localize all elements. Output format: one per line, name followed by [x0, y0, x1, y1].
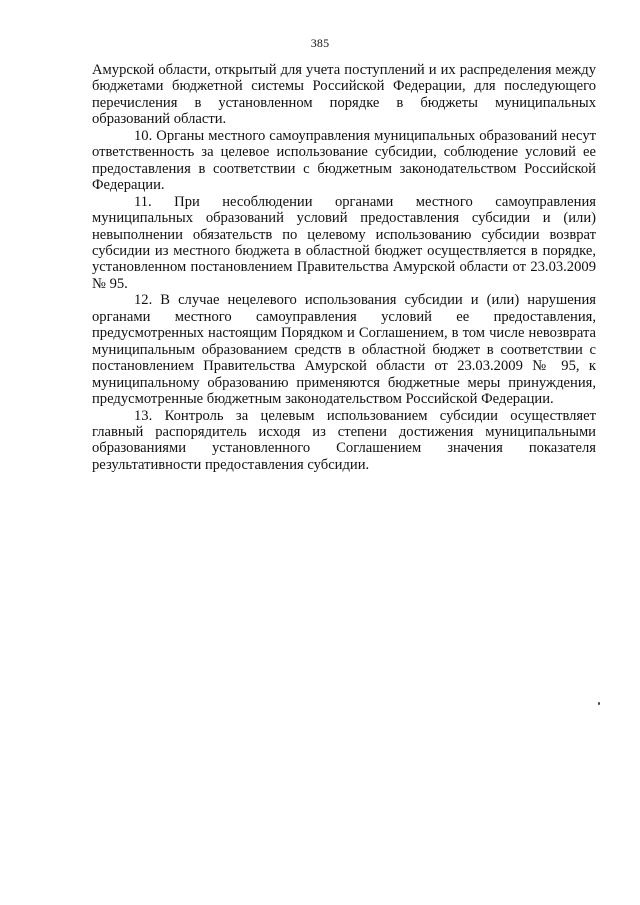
paragraph-item-10: 10. Органы местного самоуправления муниципальных образований несут ответственность за целевое использование субсидии, соблюдение условий ее предоставления в соответствии с бюджетным законодательством Российской Федерации.	[92, 127, 596, 194]
paragraph-item-13: 13. Контроль за целевым использованием субсидии осуществляет главный распорядитель исходя из степени достижения муниципальными образованиями установленного Соглашением значения показателя результативности предоставления субсидии.	[92, 407, 596, 473]
paragraph-item-12: 12. В случае нецелевого использования субсидии и (или) нарушения органами местного самоуправления условий ее предоставления, предусмотренных настоящим Порядком и Соглашением, в том числе невозврата муниципальным образованием средств в областной бюджет в соответствии с постановлением Правительства Амурской области от 23.03.2009 № 95, к муниципальному образованию применяются бюджетные меры принуждения, предусмотренные бюджетным законодательством Российской Федерации.	[92, 292, 596, 408]
paragraph-continuation: Амурской области, открытый для учета поступлений и их распределения между бюджетами бюджетной системы Российской Федерации, для последующего перечисления в установленном порядке в бюджеты муниципальных образований области.	[92, 62, 596, 128]
paragraph-item-11: 11. При несоблюдении органами местного самоуправления муниципальных образований условий предоставления субсидии и (или) невыполнении обязательств по целевому использованию субсидии возврат субсидии из местного бюджета в областной бюджет осуществляется в порядке, установленном постановлением Правительства Амурской области от 23.03.2009 № 95.	[92, 193, 596, 292]
page-number: 385	[310, 36, 330, 50]
document-body	[92, 62, 596, 473]
scan-speck	[598, 702, 600, 705]
